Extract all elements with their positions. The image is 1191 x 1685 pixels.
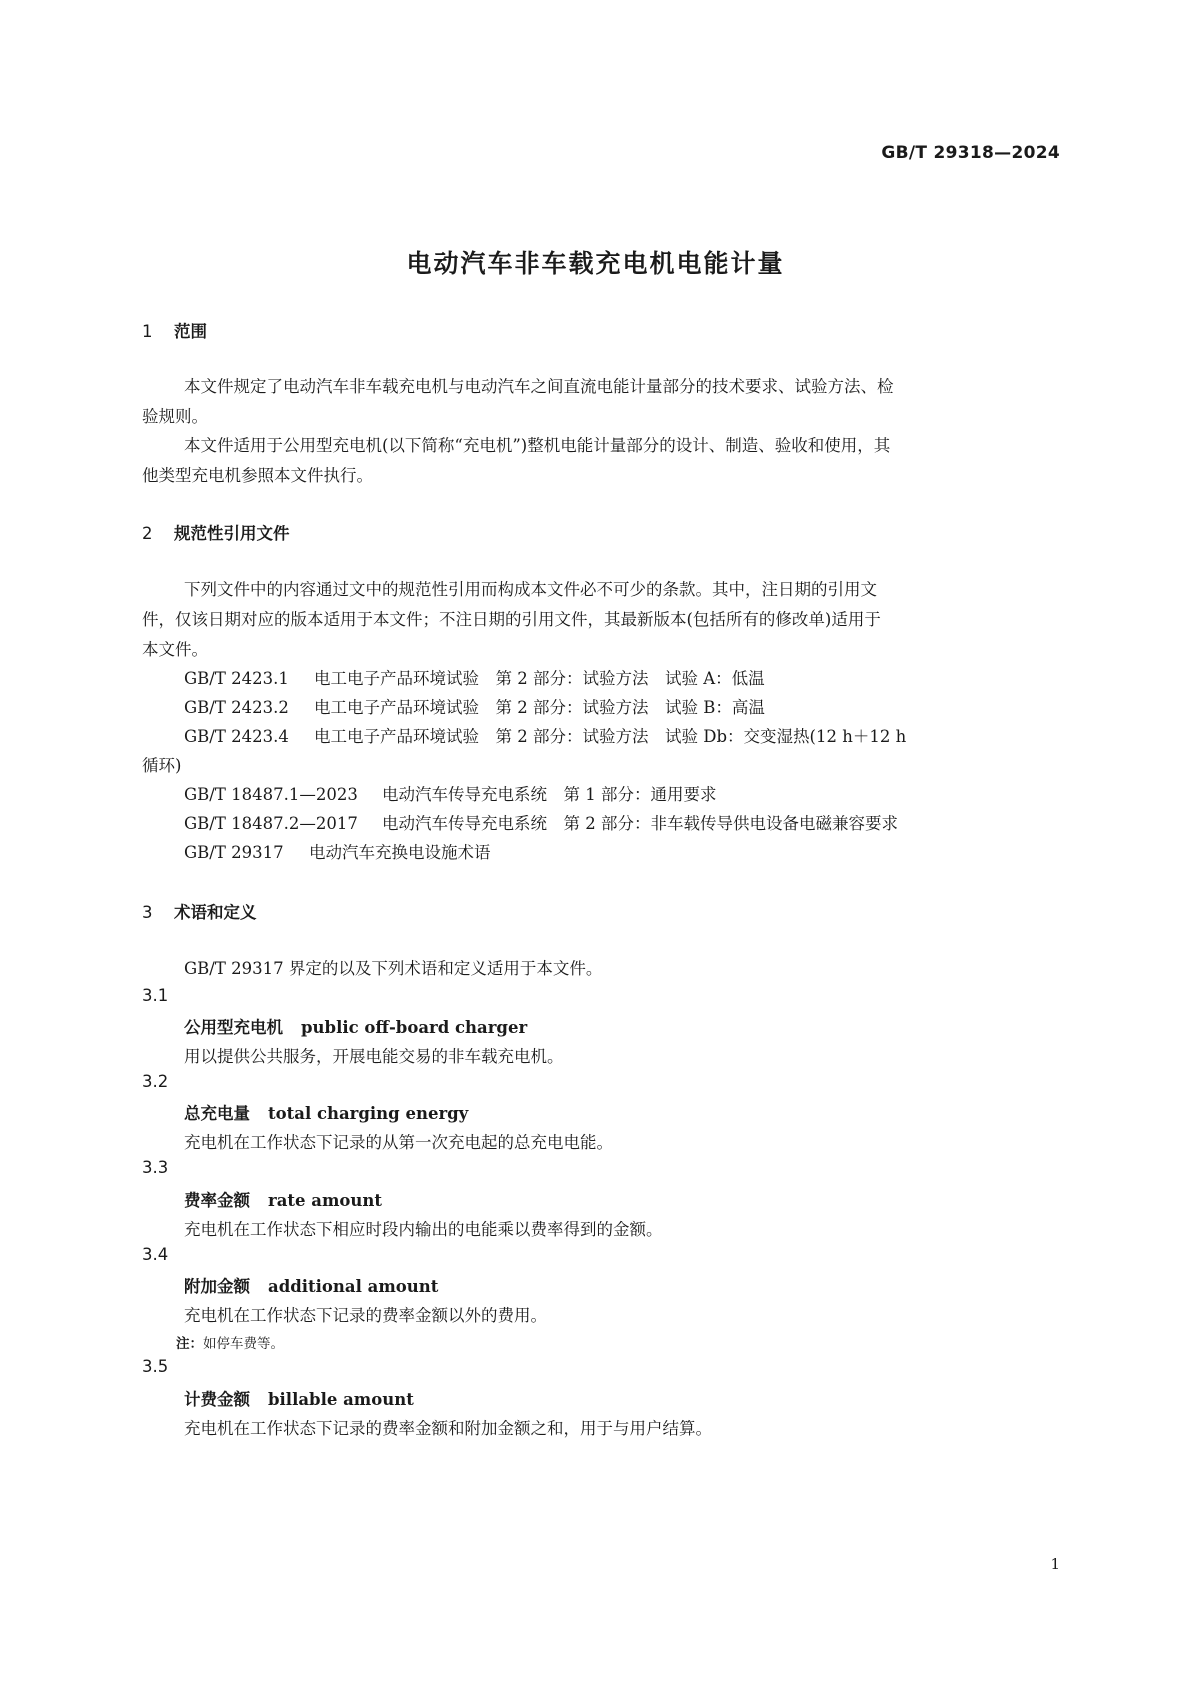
normative-reference — [184, 781, 717, 805]
reference-code: GB/T 18487.2—2017 — [184, 814, 358, 833]
reference-title: 电动汽车传导充电系统 第 2 部分：非车载传导供电设备电磁兼容要求 — [382, 814, 898, 833]
term-name-zh: 附加金额 — [184, 1277, 250, 1296]
term-definition: 充电机在工作状态下记录的费率金额和附加金额之和，用于与用户结算。 — [184, 1419, 712, 1438]
section-number: 1 — [142, 322, 153, 341]
text-line: 本文件适用于公用型充电机(以下简称“充电机”)整机电能计量部分的设计、制造、验收和使用，其 — [184, 436, 891, 455]
note-text: 如停车费等。 — [203, 1336, 284, 1352]
section-1-paragraph-2 — [142, 431, 1060, 491]
section-number: 2 — [142, 524, 153, 543]
term-definition: 用以提供公共服务，开展电能交易的非车载充电机。 — [184, 1047, 564, 1066]
term-number: 3.5 — [142, 1357, 169, 1376]
reference-code: GB/T 29317 — [184, 843, 284, 862]
text-line: 下列文件中的内容通过文中的规范性引用而构成本文件必不可少的条款。其中，注日期的引用文 — [184, 580, 877, 599]
normative-reference — [184, 839, 491, 863]
document-title: 电动汽车非车载充电机电能计量 — [406, 249, 785, 278]
reference-code: GB/T 2423.1 — [184, 669, 289, 688]
page-number: 1 — [1050, 1555, 1060, 1573]
text-line: 他类型充电机参照本文件执行。 — [142, 466, 373, 485]
term-name-en: billable amount — [268, 1390, 414, 1409]
term-name-en: total charging energy — [268, 1104, 469, 1123]
term-note — [176, 1332, 284, 1352]
reference-title: 电工电子产品环境试验 第 2 部分：试验方法 试验 B：高温 — [314, 698, 765, 717]
reference-title: 电工电子产品环境试验 第 2 部分：试验方法 试验 Db：交变湿热(12 h＋12 h — [314, 727, 907, 746]
section-title: 范围 — [174, 322, 207, 341]
term-number: 3.2 — [142, 1072, 169, 1091]
reference-title: 电动汽车传导充电系统 第 1 部分：通用要求 — [382, 785, 717, 804]
term-name-zh: 计费金额 — [184, 1390, 250, 1409]
note-label: 注： — [176, 1336, 203, 1352]
term-definition: 充电机在工作状态下记录的从第一次充电起的总充电电能。 — [184, 1133, 613, 1152]
text-line: 验规则。 — [142, 407, 208, 426]
term-number: 3.1 — [142, 986, 169, 1005]
section-3-heading — [142, 899, 257, 923]
reference-title: 电工电子产品环境试验 第 2 部分：试验方法 试验 A：低温 — [314, 669, 765, 688]
section-2-heading — [142, 520, 290, 544]
reference-continuation: 循环) — [142, 756, 182, 775]
reference-code: GB/T 2423.4 — [184, 727, 289, 746]
term-name-zh: 公用型充电机 — [184, 1018, 283, 1037]
term-name — [184, 1014, 527, 1038]
term-name — [184, 1100, 468, 1124]
term-name-zh: 总充电量 — [184, 1104, 250, 1123]
reference-title: 电动汽车充换电设施术语 — [309, 843, 491, 862]
term-name — [184, 1187, 382, 1211]
normative-reference — [184, 810, 898, 834]
section-title: 规范性引用文件 — [174, 524, 290, 543]
section-2-intro — [142, 575, 1060, 665]
term-name-zh: 费率金额 — [184, 1191, 250, 1210]
term-definition: 充电机在工作状态下记录的费率金额以外的费用。 — [184, 1306, 547, 1325]
standard-code: GB/T 29318—2024 — [881, 143, 1060, 163]
term-definition: 充电机在工作状态下相应时段内输出的电能乘以费率得到的金额。 — [184, 1220, 663, 1239]
section-1-heading — [142, 318, 207, 342]
text-line: 件，仅该日期对应的版本适用于本文件；不注日期的引用文件，其最新版本(包括所有的修改单)适用于 — [142, 610, 881, 629]
section-3-intro: GB/T 29317 界定的以及下列术语和定义适用于本文件。 — [184, 959, 603, 978]
normative-reference — [184, 694, 765, 718]
term-name-en: additional amount — [268, 1277, 439, 1296]
term-name — [184, 1273, 438, 1297]
term-name-en: public off-board charger — [301, 1018, 528, 1037]
text-line: 本文件。 — [142, 640, 208, 659]
normative-reference — [184, 723, 906, 747]
reference-code: GB/T 2423.2 — [184, 698, 289, 717]
term-number: 3.4 — [142, 1245, 169, 1264]
term-name — [184, 1386, 414, 1410]
section-number: 3 — [142, 903, 153, 922]
term-name-en: rate amount — [268, 1191, 383, 1210]
normative-reference — [184, 665, 765, 689]
text-line: 本文件规定了电动汽车非车载充电机与电动汽车之间直流电能计量部分的技术要求、试验方法、检 — [184, 377, 894, 396]
term-number: 3.3 — [142, 1158, 169, 1177]
reference-code: GB/T 18487.1—2023 — [184, 785, 358, 804]
section-1-paragraph-1 — [142, 372, 1060, 432]
section-title: 术语和定义 — [174, 903, 257, 922]
